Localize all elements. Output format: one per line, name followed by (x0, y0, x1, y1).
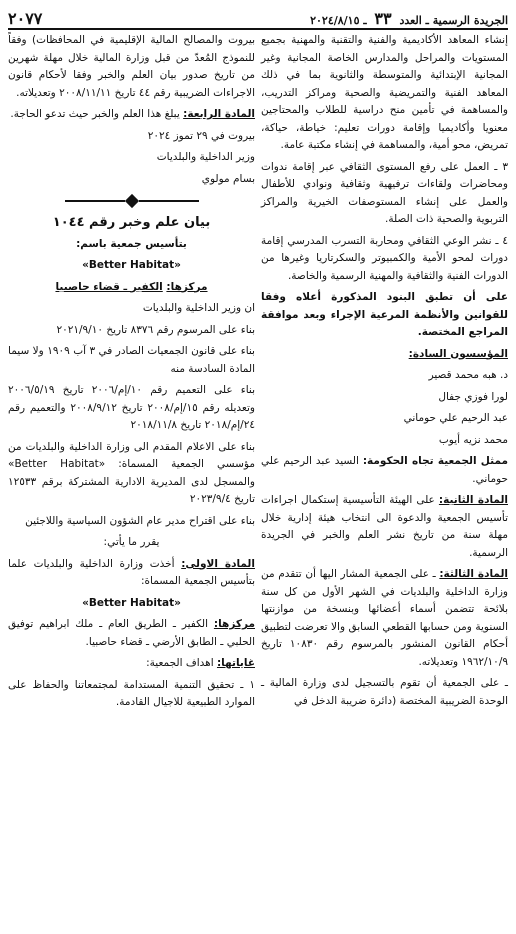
divider-bar (65, 200, 125, 202)
goals-text: اهداف الجمعية: (146, 657, 214, 669)
article-two (261, 492, 508, 562)
signature-title: وزير الداخلية والبلديات (156, 151, 255, 163)
paragraph-conditions: على أن تطبق البنود المذكورة أعلاه وفقا للقوانين والأنظمة المرعية الإجراء وبعد موافقة المراجع المختصة. (261, 291, 508, 338)
goals (8, 655, 255, 673)
headquarters-full-label: مركزها: (213, 618, 255, 630)
representative (261, 453, 508, 488)
article-one-name-text: «Better Habitat» (82, 596, 181, 609)
issue-date: ـ ٢٠٢٤/٨/١٥ (310, 14, 367, 27)
article-one-label: المادة الاولى: (181, 557, 255, 570)
paragraph: ٣ ـ العمل على رفع المستوى الثقافي عبر إقامة ندوات ومحاضرات ولقاءات ترفيهية وثقافية ونوادي للأطفال والعمل على إنشاء المستوصفات الخيرية والمراكز التربوية والصحية ذات الصلة. (261, 160, 508, 225)
right-column (261, 32, 508, 934)
basis-item: بناء على اقتراح مدير عام الشؤون السياسية واللاجئين (25, 514, 255, 527)
representative-label: ممثل الجمعية تجاه الحكومة: (362, 455, 508, 467)
article-two-label: المادة الثانية: (438, 494, 508, 506)
notice-subtitle: بتأسيس جمعية باسم: (76, 237, 187, 250)
page-header (8, 6, 508, 30)
goal-item: ١ ـ تحقيق التنمية المستدامة لمجتمعاتنا والحفاظ على الموارد الطبيعية للاجيال القادمة. (8, 678, 255, 708)
decision-line: يقرر ما يأتي: (103, 536, 160, 548)
paragraph: بيروت والمصالح المالية الإقليمية في المحافظات) وفقاً للنموذج المُعدّ من قبل وزارة المالية خلال مهلة شهرين من تاريخ صدور بيان العلم والخبر وفقا لأحكام قانون الاجراءات الضريبية رقم ٤٤ تاريخ ٢٠٠٨/١١/١١ وتعديلاته. (8, 34, 255, 99)
association-name (8, 257, 255, 275)
basis-item: بناء على التعميم رقم ١٠/إم/٢٠٠٦ تاريخ ٢٠٠٦/٥/١٩ وتعديله رقم ١٥/إم/٢٠٠٨ تاريخ ٢٠٠٨/٩/١٢ والتعميم رقم ٢٤/إم/٢٠١٨ تاريخ ٢٠١٨/١١/٨ (8, 384, 255, 431)
article-one-name (8, 595, 255, 613)
basis-item: بناء على قانون الجمعيات الصادر في ٣ آب ١٩٠٩ ولا سيما المادة السادسة منه (8, 345, 255, 375)
founder-name: د. هبه محمد قصير (428, 369, 508, 381)
headquarters-full-text: الكفير ـ الطريق العام ـ ملك ابراهيم توفيق الحلبي ـ الطابق الأرضي ـ قضاء حاصبيا. (8, 618, 255, 648)
article-four (8, 106, 255, 124)
article-three (261, 566, 508, 671)
paragraph: ٤ ـ نشر الوعي الثقافي ومحاربة التسرب المدرسي إقامة دورات لمحو الأمية والكمبيوتر والسكرتاريا وغيرها من الدورات الفنية والثقافية والمهنية الرسمية والخاصة. (261, 234, 508, 282)
headquarters-label: مركزها: (166, 280, 208, 293)
association-name-text: «Better Habitat» (82, 259, 181, 271)
article-four-label: المادة الرابعة: (183, 108, 255, 120)
article-one-text: أخذت وزارة الداخلية والبلديات علما بتأسيس الجمعية المسماة: (8, 557, 255, 587)
founder-name: لورا فوزي جفال (438, 390, 508, 403)
notice-title: بيان علم وخبر رقم ١٠٤٤ (52, 215, 211, 230)
signature-date: بيروت في ٢٩ تموز ٢٠٢٤ (147, 129, 255, 142)
headquarters (8, 279, 255, 297)
representative-value: السيد عبد الرحيم علي حوماني. (261, 455, 508, 485)
article-two-text: على الهيئة التأسيسية إستكمال اجراءات تأسيس الجمعية والدعوة الى انتخاب هيئة إدارية خلال مهلة سنة من تاريخ نشر العلم والخبر في الجريدة الرسمية. (261, 494, 508, 559)
article-three-text: ـ على الجمعية المشار اليها أن تتقدم من وزارة الداخلية والبلديات في الشهر الأول من كل سنة بلائحة تتضمن أسماء أعضائها وبنسخة من موازنتها السنوية ومن حسابها القطعي السابق والا تعرضت لتطبيق أحكام القانون المنشور بالمرسوم رقم ١٠٨٣٠ تاريخ ١٩٦٢/١٠/٩ وتعديلاته. (261, 568, 509, 668)
left-column (8, 32, 255, 934)
headquarters-full (8, 616, 255, 651)
founder-name: محمد نزيه أيوب (438, 433, 508, 446)
article-three-label: المادة الثالثة: (439, 568, 508, 580)
publication-name: الجريدة الرسمية ـ العدد (399, 14, 508, 27)
paragraph: ـ على الجمعية أن تقوم بالتسجيل لدى وزارة المالية ـ الوحدة الضريبية المختصة (دائرة ضريبة الدخل في (261, 677, 508, 707)
signature-name: بسام مولوي (201, 172, 255, 185)
section-divider (8, 196, 255, 206)
founders-label: المؤسسون السادة: (408, 347, 508, 360)
paragraph: إنشاء المعاهد الأكاديمية والفنية والتقنية والمهنية بجميع المستويات والمراحل والمدارس الخاصة المجانية وغير المجانية الإبتدائية والمتوسطة والثانوية بما في ذلك المعاهد الفنية والتمريضية والصحية ومراكز التدريب، والمساهمة في تأمين منح دراسية للطلاب والمحتاجين معنويا وأكاديميا وإقامة دورات تعليم: خياطة، حياكة، تمريض، محو أمية، والمساهمة في إنشاء مكتبة عامة. (261, 34, 508, 151)
basis-item: بناء على الاعلام المقدم الى وزارة الداخلية والبلديات من مؤسسي الجمعية المسماة: «Better Habitat» والمسجل لدى المديرية الادارية المشتركة برقم ١٢٥٣٣ تاريخ ٢٠٢٣/٩/٤ (8, 440, 255, 505)
article-four-text: يبلغ هذا العلم والخبر حيث تدعو الحاجة. (10, 108, 180, 120)
issue-number: ٣٣ (374, 9, 392, 28)
intro-line: ان وزير الداخلية والبلديات (142, 302, 255, 314)
page-number: ٢٠٧٧ (8, 9, 43, 28)
goals-label: غاياتها: (216, 657, 255, 669)
columns (8, 32, 508, 934)
header-publication (310, 9, 508, 28)
divider-diamond (124, 194, 138, 208)
article-one (8, 556, 255, 591)
founder-name: عبد الرحيم علي حوماني (403, 412, 508, 424)
divider-bar (139, 200, 199, 202)
headquarters-value: الكفير ـ قضاء حاصبيا (55, 280, 163, 293)
basis-item: بناء على المرسوم رقم ٨٣٧٦ تاريخ ٢٠٢١/٩/١٠ (56, 323, 255, 336)
